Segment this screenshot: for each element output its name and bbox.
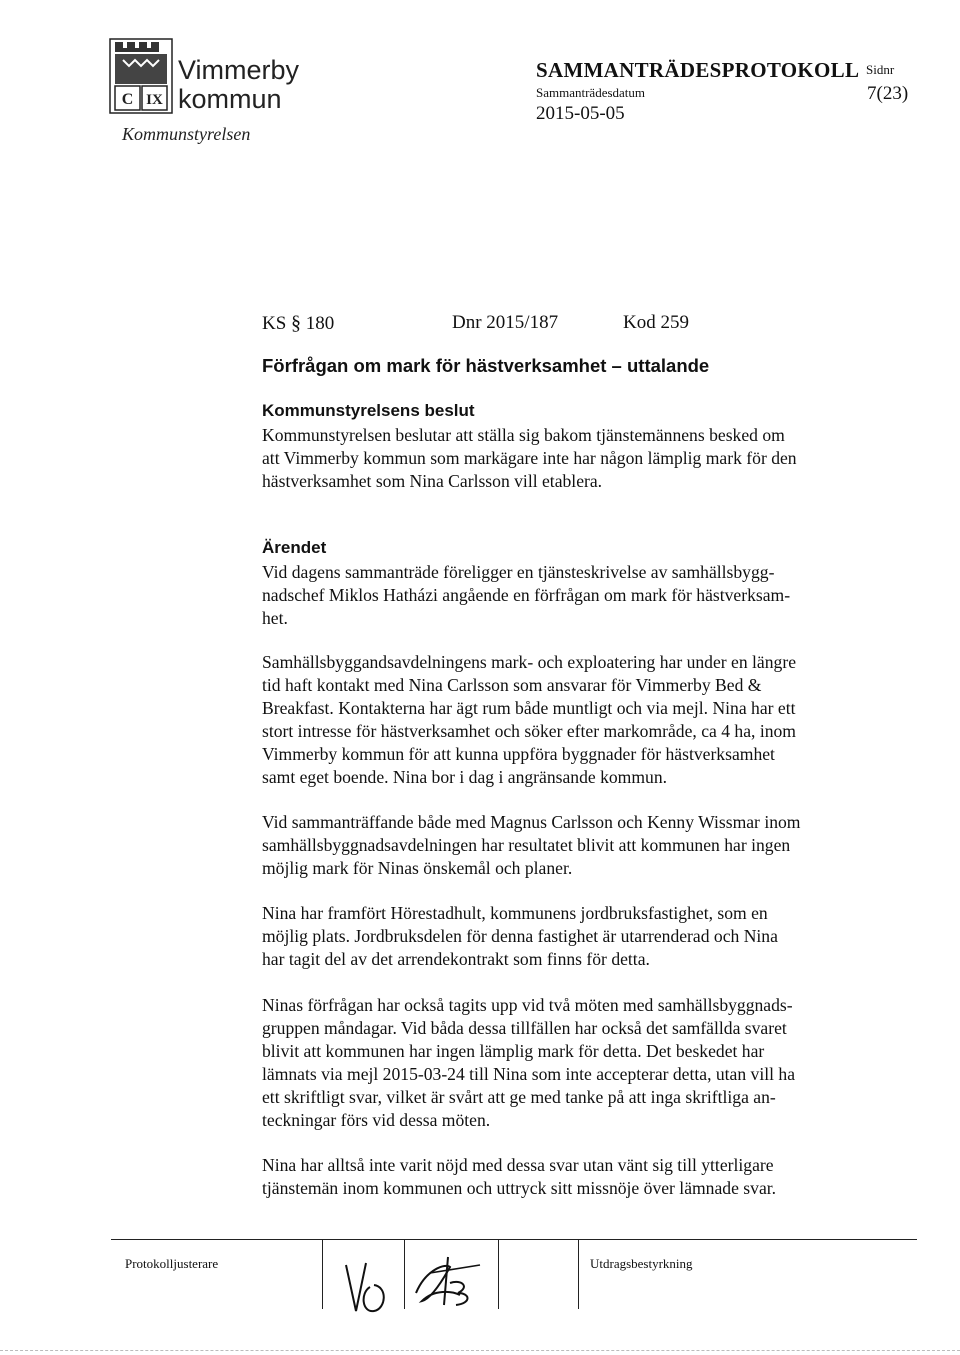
municipality-name-line2: kommun bbox=[178, 84, 282, 114]
text-line: Kommunstyrelsen beslutar att ställa sig bakom tjänstemännens besked om bbox=[262, 425, 785, 445]
paragraph bbox=[262, 994, 872, 1132]
meeting-date-label: Sammanträdesdatum bbox=[536, 85, 646, 100]
text-line: blivit att kommunen har ingen lämplig mark för detta. Det beskedet har bbox=[262, 1041, 765, 1061]
text-line: Samhällsbyggandsavdelningens mark- och exploatering har under en längre bbox=[262, 652, 796, 672]
handwritten-signature-image bbox=[330, 1243, 510, 1323]
text-line: Vid dagens sammanträde föreligger en tjänsteskrivelse av samhällsbygg- bbox=[262, 562, 775, 582]
text-line: att Vimmerby kommun som markägare inte har någon lämplig mark för den bbox=[262, 448, 797, 468]
paragraph bbox=[262, 811, 872, 880]
scan-edge-line bbox=[0, 1350, 960, 1351]
text-line: Vimmerby kommun för att kunna uppföra byggnader för hästverksamhet bbox=[262, 744, 775, 764]
text-line: nadschef Miklos Hatházi angående en förfrågan om mark för hästverksam- bbox=[262, 585, 791, 605]
paragraph bbox=[262, 1154, 872, 1200]
text-line: har tagit del av det arrendekontrakt som finns för detta. bbox=[262, 949, 650, 969]
municipality-name bbox=[178, 56, 299, 114]
text-line: teckningar förs vid dessa möten. bbox=[262, 1110, 491, 1130]
text-line: stort intresse för hästverksamhet och söker efter markområde, ca 4 ha, inom bbox=[262, 721, 796, 741]
municipality-name-line1: Vimmerby bbox=[178, 55, 300, 85]
text-line: Nina har alltså inte varit nöjd med dessa svar utan vänt sig till ytterligare bbox=[262, 1155, 774, 1175]
text-line: ett skriftligt svar, vilket är svårt att ge med tanke på att inga skriftliga an- bbox=[262, 1087, 776, 1107]
text-line: gruppen måndagar. Vid båda dessa tillfällen har också det samfällda svaret bbox=[262, 1018, 787, 1038]
protocol-adjuster-label: Protokolljusterare bbox=[125, 1256, 219, 1271]
svg-text:C: C bbox=[121, 91, 134, 108]
text-line: samt eget boende. Nina bor i dag i angränsande kommun. bbox=[262, 767, 668, 787]
text-line: Vid sammanträffande både med Magnus Carlsson och Kenny Wissmar inom bbox=[262, 812, 801, 832]
matter-title: Förfrågan om mark för hästverksamhet – uttalande bbox=[262, 355, 710, 376]
meeting-date: 2015-05-05 bbox=[536, 103, 625, 124]
paragraph bbox=[262, 651, 872, 789]
paragraph bbox=[262, 902, 872, 971]
text-line: het. bbox=[262, 608, 288, 628]
text-line: möjlig plats. Jordbruksdelen för denna fastighet är utarrenderad och Nina bbox=[262, 926, 778, 946]
text-line: tjänstemän inom kommunen och uttryck sitt missnöje över lämnade svar. bbox=[262, 1178, 777, 1198]
signature-divider bbox=[322, 1239, 323, 1309]
matter-heading: Ärendet bbox=[262, 538, 327, 557]
text-line: hästverksamhet som Nina Carlsson vill etablera. bbox=[262, 471, 603, 491]
text-line: Ninas förfrågan har också tagits upp vid två möten med samhällsbyggnads- bbox=[262, 995, 793, 1015]
section-number: 180 bbox=[305, 313, 335, 334]
section-reference bbox=[262, 312, 334, 335]
decision-text bbox=[262, 424, 872, 493]
text-line: Breakfast. Kontakterna har ägt rum både muntligt och via mejl. Nina har ett bbox=[262, 698, 796, 718]
section-sign: § bbox=[291, 312, 302, 334]
diary-number: Dnr 2015/187 bbox=[452, 312, 559, 333]
page-number: 7(23) bbox=[867, 83, 909, 104]
text-line: lämnats via mejl 2015-03-24 till Nina som inte accepterar detta, utan vill ha bbox=[262, 1064, 796, 1084]
paragraph bbox=[262, 561, 872, 630]
case-code: Kod 259 bbox=[623, 312, 689, 333]
text-line: möjlig mark för Ninas önskemål och planer. bbox=[262, 858, 573, 878]
section-prefix: KS bbox=[262, 313, 287, 334]
text-line: tid haft kontakt med Nina Carlsson som ansvarar för Vimmerby Bed & bbox=[262, 675, 762, 695]
municipality-crest-logo bbox=[109, 38, 173, 114]
decision-heading: Kommunstyrelsens beslut bbox=[262, 401, 475, 420]
extract-certification-label: Utdragsbestyrkning bbox=[590, 1256, 693, 1271]
text-line: samhällsbyggnadsavdelningen har resultatet blivit att kommunen har ingen bbox=[262, 835, 791, 855]
board-name: Kommunstyrelsen bbox=[122, 124, 251, 144]
svg-text:IX: IX bbox=[146, 92, 163, 108]
page-number-label: Sidnr bbox=[866, 62, 895, 77]
text-line: Nina har framfört Hörestadhult, kommunens jordbruksfastighet, som en bbox=[262, 903, 768, 923]
document-type: SAMMANTRÄDESPROTOKOLL bbox=[536, 58, 860, 82]
signature-rule bbox=[111, 1239, 917, 1240]
signature-divider bbox=[578, 1239, 579, 1309]
